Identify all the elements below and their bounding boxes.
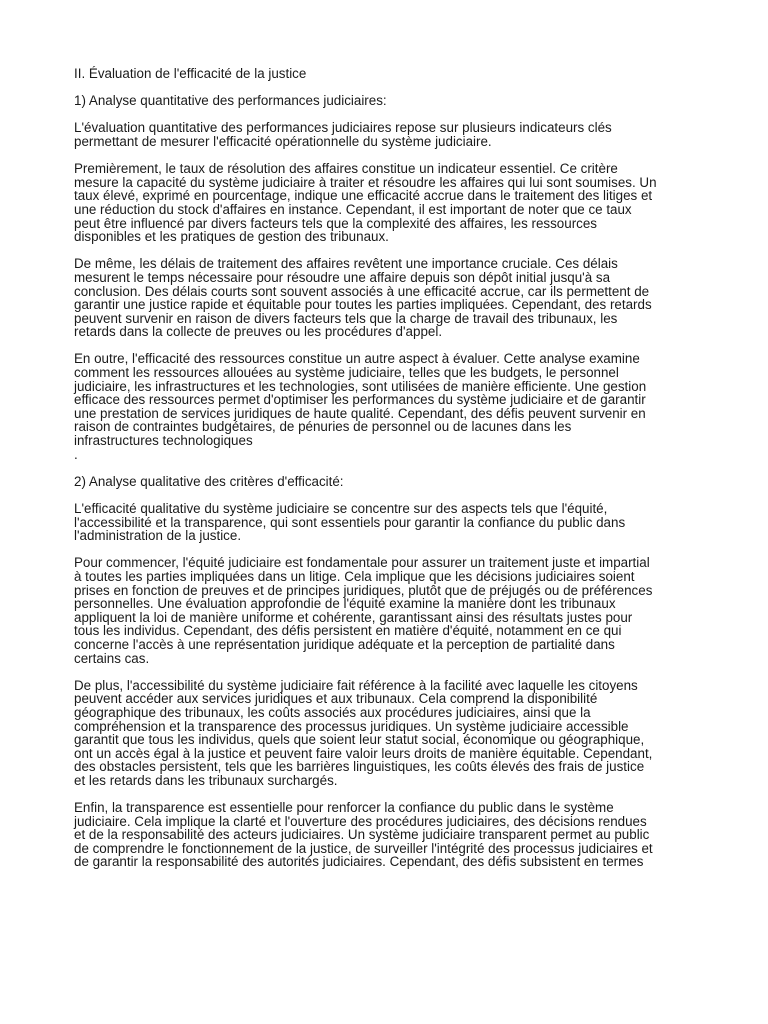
paragraph-transparency: Enfin, la transparence est essentielle pour renforcer la confiance du public dans le système judiciaire. Cela implique la clarté et l'ouverture des procédures judiciaires, des décisions rendues et de la responsabilité des acteurs judiciaires. Un système judiciaire transparent permet au public de comprendre le fonctionnement de la justice, de surveiller l'intégrité des processus judiciaires et de garantir la responsabilité des autorités judiciaires. Cependant, des défis subsistent en termes (74, 800, 653, 870)
subsection-1-title: 1) Analyse quantitative des performances judiciaires: (74, 93, 387, 109)
section-title: II. Évaluation de l'efficacité de la justice (74, 66, 307, 81)
stray-period: . (74, 446, 78, 462)
paragraph-equity: Pour commencer, l'équité judiciaire est fondamentale pour assurer un traitement juste et impartial à toutes les parties impliquées dans un litige. Cela implique que les décisions judiciaires soient prises en fonction de preuves et de principes juridiques, plutôt que de préjugés ou de préférences personnelles. Une évaluation approfondie de l'équité examine la manière dont les tribunaux appliquent la loi de manière uniforme et cohérente, garantissant ainsi des résultats justes pour tous les individus. Cependant, des défis persistent en matière d'équité, notamment en ce qui concerne l'accès à une représentation juridique adéquate et la perception de partialité dans certains cas. (74, 555, 653, 666)
paragraph-quantitative-intro: L'évaluation quantitative des performances judiciaires repose sur plusieurs indicateurs clés permettant de mesurer l'efficacité opérationnelle du système judiciaire. (74, 120, 612, 149)
paragraph-processing-delays: De même, les délais de traitement des affaires revêtent une importance cruciale. Ces délais mesurent le temps nécessaire pour résoudre une affaire depuis son dépôt initial jusqu'à sa conclusion. Des délais courts sont souvent associés à une efficacité accrue, car ils permettent de garantir une justice rapide et équitable pour toutes les parties impliquées. Cependant, des retards peuvent survenir en raison de divers facteurs tels que la charge de travail des tribunaux, les retards dans la collecte de preuves ou les procédures d'appel. (74, 256, 652, 340)
subsection-2-title: 2) Analyse qualitative des critères d'efficacité: (74, 473, 344, 489)
paragraph-qualitative-intro: L'efficacité qualitative du système judiciaire se concentre sur des aspects tels que l'équité, l'accessibilité et la transparence, qui sont essentiels pour garantir la confiance du public dans l'administration de la justice. (74, 501, 626, 544)
paragraph-resolution-rate: Premièrement, le taux de résolution des affaires constitue un indicateur essentiel. Ce critère mesure la capacité du système judiciaire à traiter et résoudre les affaires qui lui sont soumises. Un taux élevé, exprimé en pourcentage, indique une efficacité accrue dans le traitement des litiges et une réduction du stock d'affaires en instance. Cependant, il est important de noter que ce taux peut être influencé par divers facteurs tels que la complexité des affaires, les ressources disponibles et les pratiques de gestion des tribunaux. (74, 161, 657, 245)
paragraph-accessibility: De plus, l'accessibilité du système judiciaire fait référence à la facilité avec laquelle les citoyens peuvent accéder aux services juridiques et aux tribunaux. Cela comprend la disponibilité géographique des tribunaux, les coûts associés aux procédures judiciaires, ainsi que la compréhension et la transparence des processus juridiques. Un système judiciaire accessible garantit que tous les individus, quels que soient leur statut social, économique ou géographique, ont un accès égal à la justice et peuvent faire valoir leurs droits de manière équitable. Cependant, des obstacles persistent, tels que les barrières linguistiques, les coûts élevés des frais de justice et les retards dans les tribunaux surchargés. (74, 677, 653, 788)
paragraph-resource-efficiency: En outre, l'efficacité des ressources constitue un autre aspect à évaluer. Cette analyse examine comment les ressources allouées au système judiciaire, telles que les budgets, le personnel judiciaire, les infrastructures et les technologies, sont utilisées de manière efficiente. Une gestion efficace des ressources permet d'optimiser les performances du système judiciaire et de garantir une prestation de services juridiques de haute qualité. Cependant, des défis peuvent survenir en raison de contraintes budgétaires, de pénuries de personnel ou de lacunes dans les infrastructures technologiques (74, 351, 647, 449)
document-page (74, 67, 710, 883)
